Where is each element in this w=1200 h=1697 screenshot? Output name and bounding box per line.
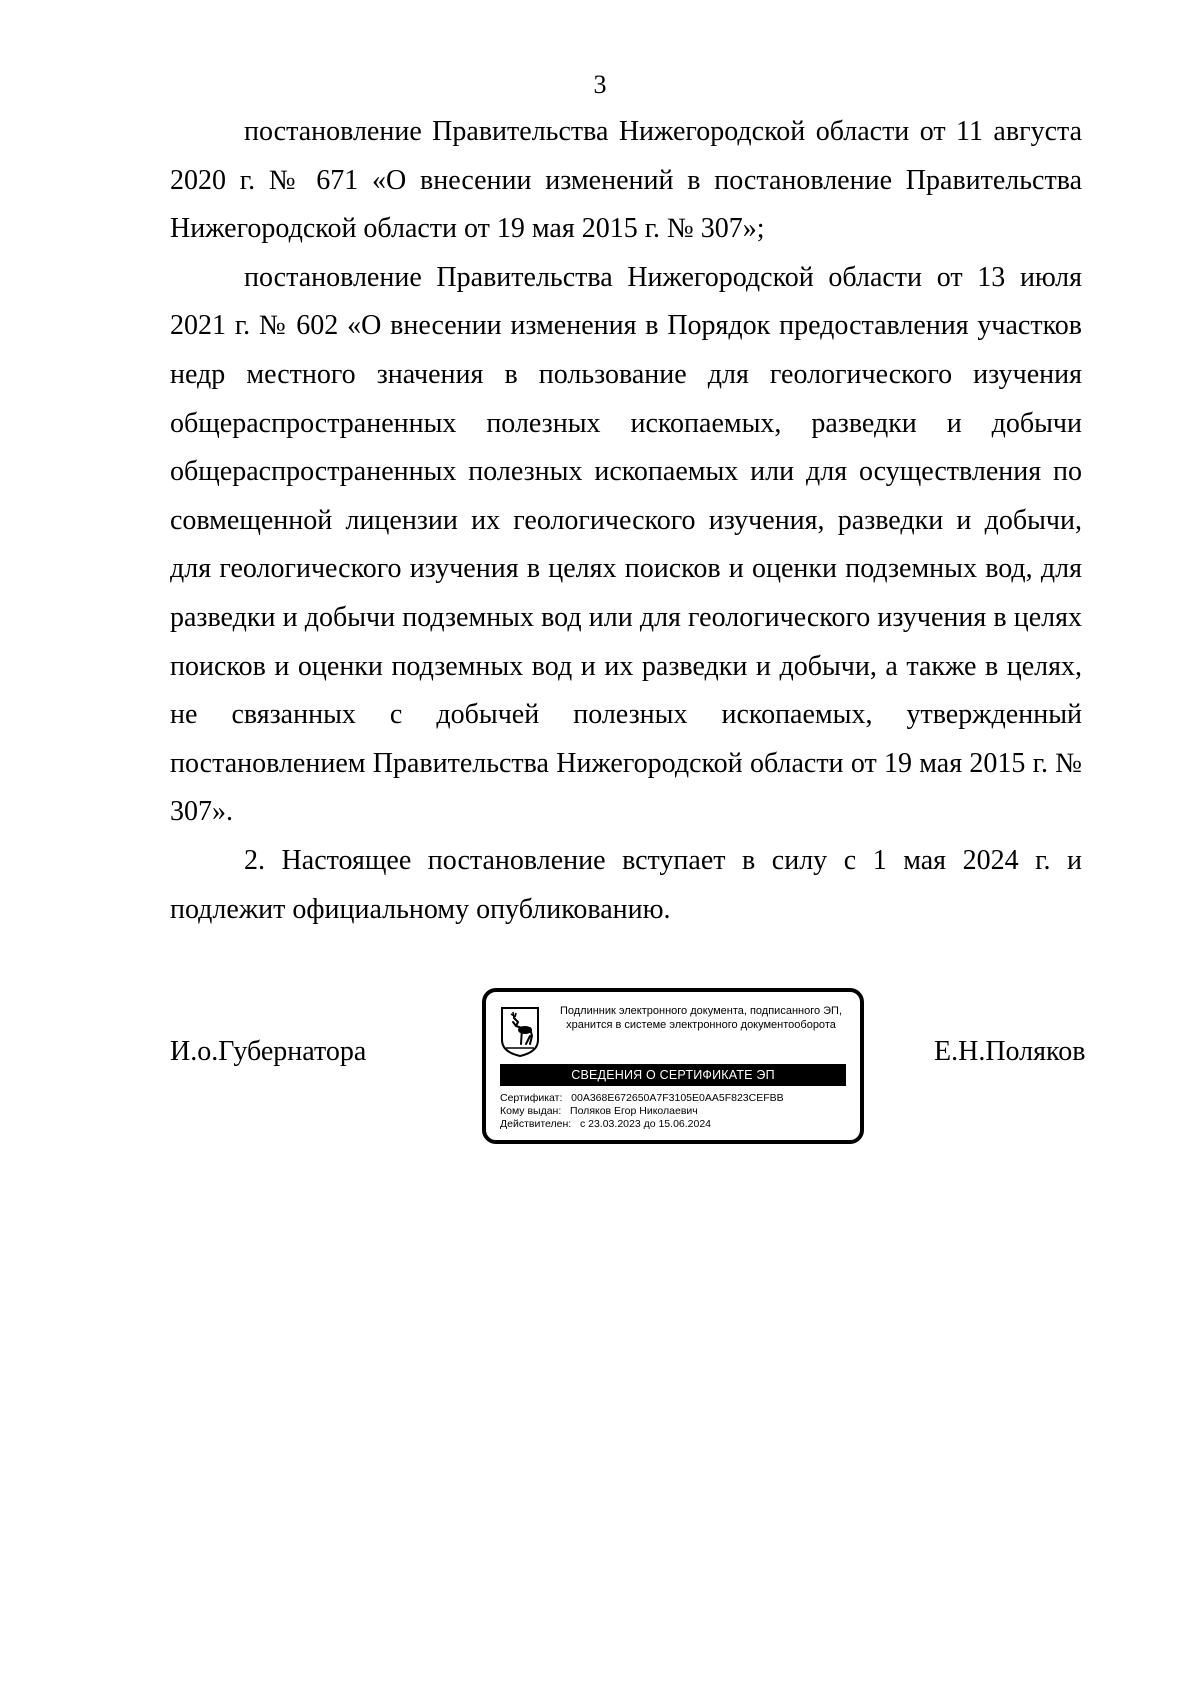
issued-to-value: Поляков Егор Николаевич	[570, 1105, 698, 1117]
valid-row	[500, 1118, 850, 1131]
stamp-header: СВЕДЕНИЯ О СЕРТИФИКАТЕ ЭП	[500, 1064, 846, 1086]
nizhny-novgorod-deer-emblem-icon	[500, 1006, 540, 1058]
valid-label: Действителен:	[500, 1118, 578, 1130]
certificate-row	[500, 1092, 850, 1105]
issued-to-label: Кому выдан:	[500, 1105, 568, 1117]
certificate-label: Сертификат:	[500, 1092, 569, 1104]
paragraph-resolution-602: постановление Правительства Нижегородской области от 13 июля 2021 г. № 602 «О внесении изменения в Порядок предоставления участков недр местного значения в пользование для геологического изучения общераспространенных полезных ископаемых, разведки и добычи общераспространенных полезных ископаемых или для осуществления по совмещенной лицензии их геологического изучения, разведки и добычи, для геологического изучения в целях поисков и оценки подземных вод, для разведки и добычи подземных вод или для геологического изучения в целях поисков и оценки подземных вод и их разведки и добычи, а также в целях, не связанных с добычей полезных ископаемых, утвержденный постановлением Правительства Нижегородской области от 19 мая 2015 г. № 307».	[170, 261, 1082, 828]
valid-value: с 23.03.2023 до 15.06.2024	[579, 1118, 712, 1130]
document-body	[170, 108, 1082, 934]
page-number: 3	[593, 70, 607, 99]
stamp-details	[500, 1092, 850, 1131]
paragraph-effective-date: 2. Настоящее постановление вступает в силу с 1 мая 2024 г. и подлежит официальному опубликованию.	[170, 844, 1082, 925]
signer-title: И.о.Губернатора	[170, 1036, 367, 1067]
stamp-note: Подлинник электронного документа, подписанного ЭП, хранится в системе электронного документооборота	[559, 1005, 843, 1031]
signer-name: Е.Н.Поляков	[934, 1036, 1086, 1067]
electronic-signature-stamp	[482, 988, 864, 1144]
issued-to-row	[500, 1105, 850, 1118]
paragraph-resolution-671: постановление Правительства Нижегородской области от 11 августа 2020 г. № 671 «О внесении изменений в постановление Правительства Нижегородской области от 19 мая 2015 г. № 307»;	[170, 116, 1082, 245]
certificate-value: 00A368E672650A7F3105E0AA5F823CEFBB	[571, 1092, 784, 1104]
